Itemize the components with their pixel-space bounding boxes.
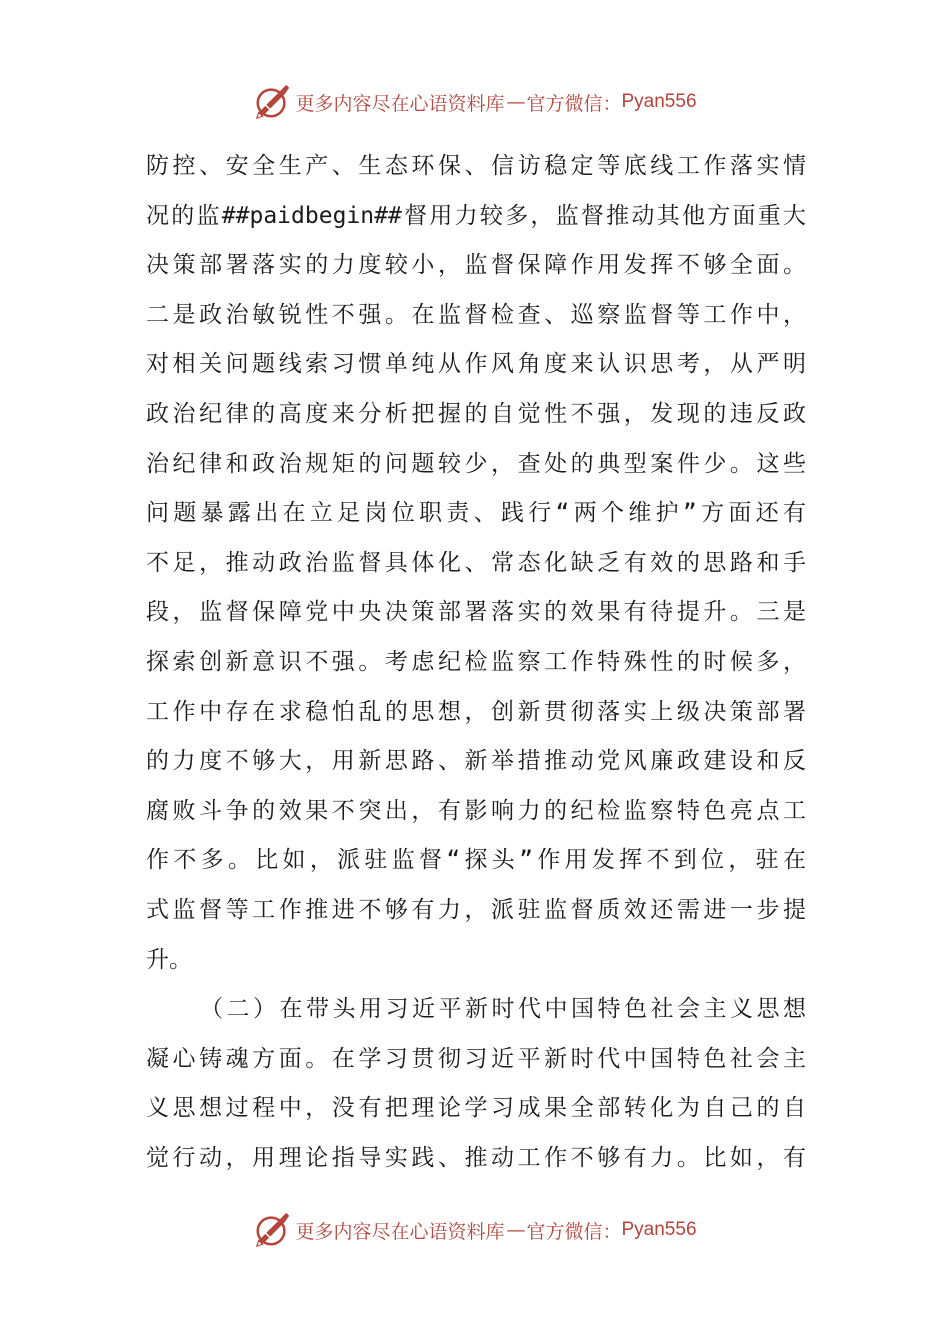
footer-banner xyxy=(0,1210,950,1250)
banner-separator: — xyxy=(506,91,525,113)
banner-separator: — xyxy=(506,1219,525,1241)
text-line: 不足，推动政治监督具体化、常态化缺乏有效的思路和手 xyxy=(146,549,806,576)
text-line: 治纪律和政治规矩的问题较少，查处的典型案件少。这些 xyxy=(146,450,806,477)
text-line: 二是政治敏锐性不强。在监督检查、巡察监督等工作中， xyxy=(146,301,806,328)
banner-wechat-label: 官方微信： xyxy=(526,92,622,115)
text-line: 义思想过程中，没有把理论学习成果全部转化为自己的自 xyxy=(146,1095,806,1122)
body-text xyxy=(146,142,806,1183)
pen-logo-icon xyxy=(253,1211,291,1249)
text-line: 问题暴露出在立足岗位职责、践行“两个维护”方面还有 xyxy=(146,500,806,527)
text-line: 凝心铸魂方面。在学习贯彻习近平新时代中国特色社会主 xyxy=(146,1045,806,1072)
header-banner xyxy=(0,82,950,122)
banner-text: 更多内容尽在心语资料库 xyxy=(295,92,505,115)
text-line: 政治纪律的高度来分析把握的自觉性不强，发现的违反政 xyxy=(146,400,806,427)
pen-logo-icon xyxy=(253,83,291,121)
text-line: 式监督等工作推进不够有力，派驻监督质效还需进一步提 xyxy=(146,896,806,923)
text-line: 腐败斗争的效果不突出，有影响力的纪检监察特色亮点工 xyxy=(146,797,806,824)
text-line: 对相关问题线索习惯单纯从作风角度来认识思考，从严明 xyxy=(146,351,806,378)
section-heading-line: （二）在带头用习近平新时代中国特色社会主义思想 xyxy=(200,996,806,1023)
text-line: 觉行动，用理论指导实践、推动工作不够有力。比如，有 xyxy=(146,1144,806,1171)
text-line: 段，监督保障党中央决策部署落实的效果有待提升。三是 xyxy=(146,599,806,626)
text-line: 况的监##paidbegin##督用力较多，监督推动其他方面重大 xyxy=(146,202,806,229)
text-line: 作不多。比如，派驻监督“探头”作用发挥不到位，驻在 xyxy=(146,847,806,874)
text-line: 防控、安全生产、生态环保、信访稳定等底线工作落实情 xyxy=(146,153,806,179)
text-line: 探索创新意识不强。考虑纪检监察工作特殊性的时候多， xyxy=(146,648,806,675)
banner-wechat-label: 官方微信： xyxy=(526,1220,622,1243)
text-line: 的力度不够大，用新思路、新举措推动党风廉政建设和反 xyxy=(146,748,806,775)
text-line: 工作中存在求稳怕乱的思想，创新贯彻落实上级决策部署 xyxy=(146,698,806,725)
banner-wechat-id: Pyan556 xyxy=(621,91,697,112)
text-line: 升。 xyxy=(146,946,192,973)
banner-text: 更多内容尽在心语资料库 xyxy=(295,1220,505,1243)
banner-wechat-id: Pyan556 xyxy=(621,1219,697,1240)
text-line: 决策部署落实的力度较小，监督保障作用发挥不够全面。 xyxy=(146,252,806,279)
